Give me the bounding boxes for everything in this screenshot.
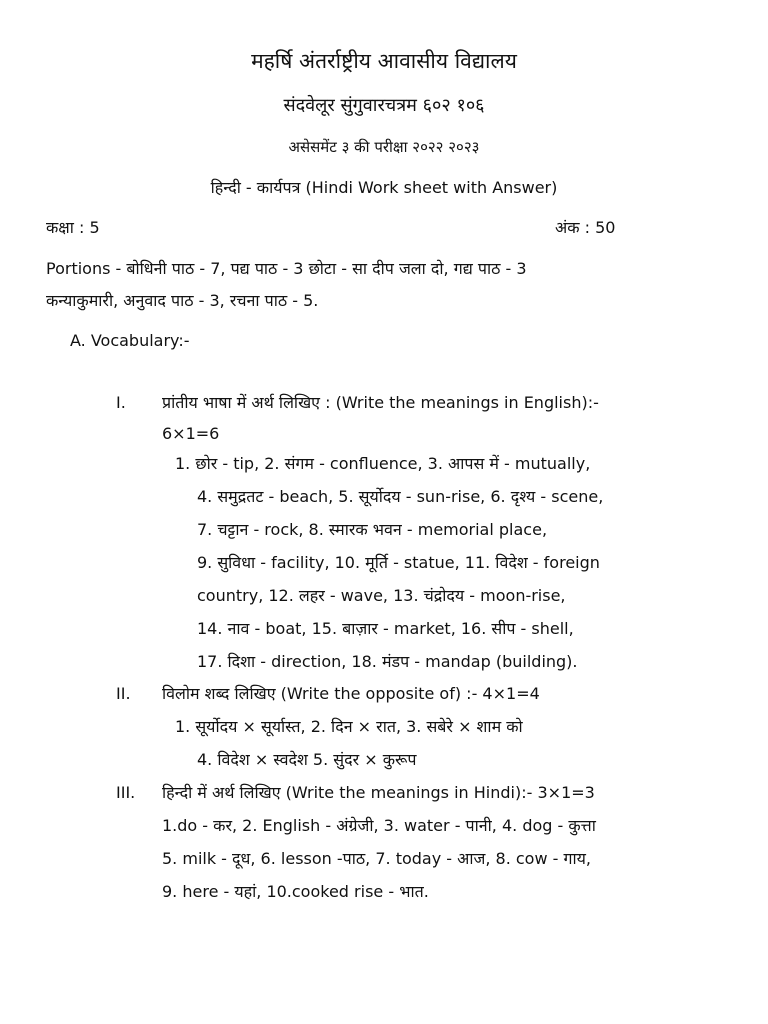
q1-number: I.	[116, 393, 126, 412]
q1-answer-line: 17. दिशा - direction, 18. मंडप - mandap (building).	[197, 652, 578, 671]
portions-line-2: कन्याकुमारी, अनुवाद पाठ - 3, रचना पाठ - 5.	[46, 291, 319, 310]
school-name: महर्षि अंतर्राष्ट्रीय आवासीय विद्यालय	[251, 49, 517, 73]
section-a-title: A. Vocabulary:-	[70, 331, 190, 350]
q3-prompt: हिन्दी में अर्थ लिखिए (Write the meanings in Hindi):- 3×1=3	[162, 783, 595, 802]
q1-marks: 6×1=6	[162, 424, 220, 443]
q1-answer-line: 14. नाव - boat, 15. बाज़ार - market, 16. सीप - shell,	[197, 619, 574, 638]
q2-prompt: विलोम शब्द लिखिए (Write the opposite of) :- 4×1=4	[162, 684, 540, 703]
subject-title: हिन्दी - कार्यपत्र (Hindi Work sheet with Answer)	[210, 178, 558, 197]
school-address: संदवेलूर सुंगुवारचत्रम ६०२ १०६	[283, 95, 485, 116]
q3-number: III.	[116, 783, 136, 802]
q1-prompt: प्रांतीय भाषा में अर्थ लिखिए : (Write the meanings in English):-	[162, 393, 599, 412]
q2-answer-line: 4. विदेश × स्वदेश 5. सुंदर × कुरूप	[197, 750, 417, 769]
q1-answer-line: country, 12. लहर - wave, 13. चंद्रोदय - moon-rise,	[197, 586, 566, 605]
q1-answer-line: 1. छोर - tip, 2. संगम - confluence, 3. आपस में - mutually,	[175, 454, 591, 473]
q1-answer-line: 9. सुविधा - facility, 10. मूर्ति - statue, 11. विदेश - foreign	[197, 553, 600, 572]
exam-title: असेसमेंट ३ की परीक्षा २०२२ २०२३	[288, 138, 480, 156]
marks-label: अंक : 50	[555, 218, 616, 237]
q1-answer-line: 4. समुद्रतट - beach, 5. सूर्योदय - sun-rise, 6. दृश्य - scene,	[197, 487, 604, 506]
q3-answer-line: 5. milk - दूध, 6. lesson -पाठ, 7. today - आज, 8. cow - गाय,	[162, 849, 592, 868]
portions-line-1: Portions - बोधिनी पाठ - 7, पद्य पाठ - 3 छोटा - सा दीप जला दो, गद्य पाठ - 3	[46, 259, 527, 278]
q3-answer-line: 1.do - कर, 2. English - अंग्रेजी, 3. water - पानी, 4. dog - कुत्ता	[162, 816, 596, 835]
q3-answer-line: 9. here - यहां, 10.cooked rise - भात.	[162, 882, 429, 901]
q1-answer-line: 7. चट्टान - rock, 8. स्मारक भवन - memorial place,	[197, 520, 548, 539]
q2-answer-line: 1. सूर्योदय × सूर्यास्त, 2. दिन × रात, 3. सबेरे × शाम को	[175, 717, 523, 736]
class-label: कक्षा : 5	[46, 218, 100, 237]
q2-number: II.	[116, 684, 131, 703]
